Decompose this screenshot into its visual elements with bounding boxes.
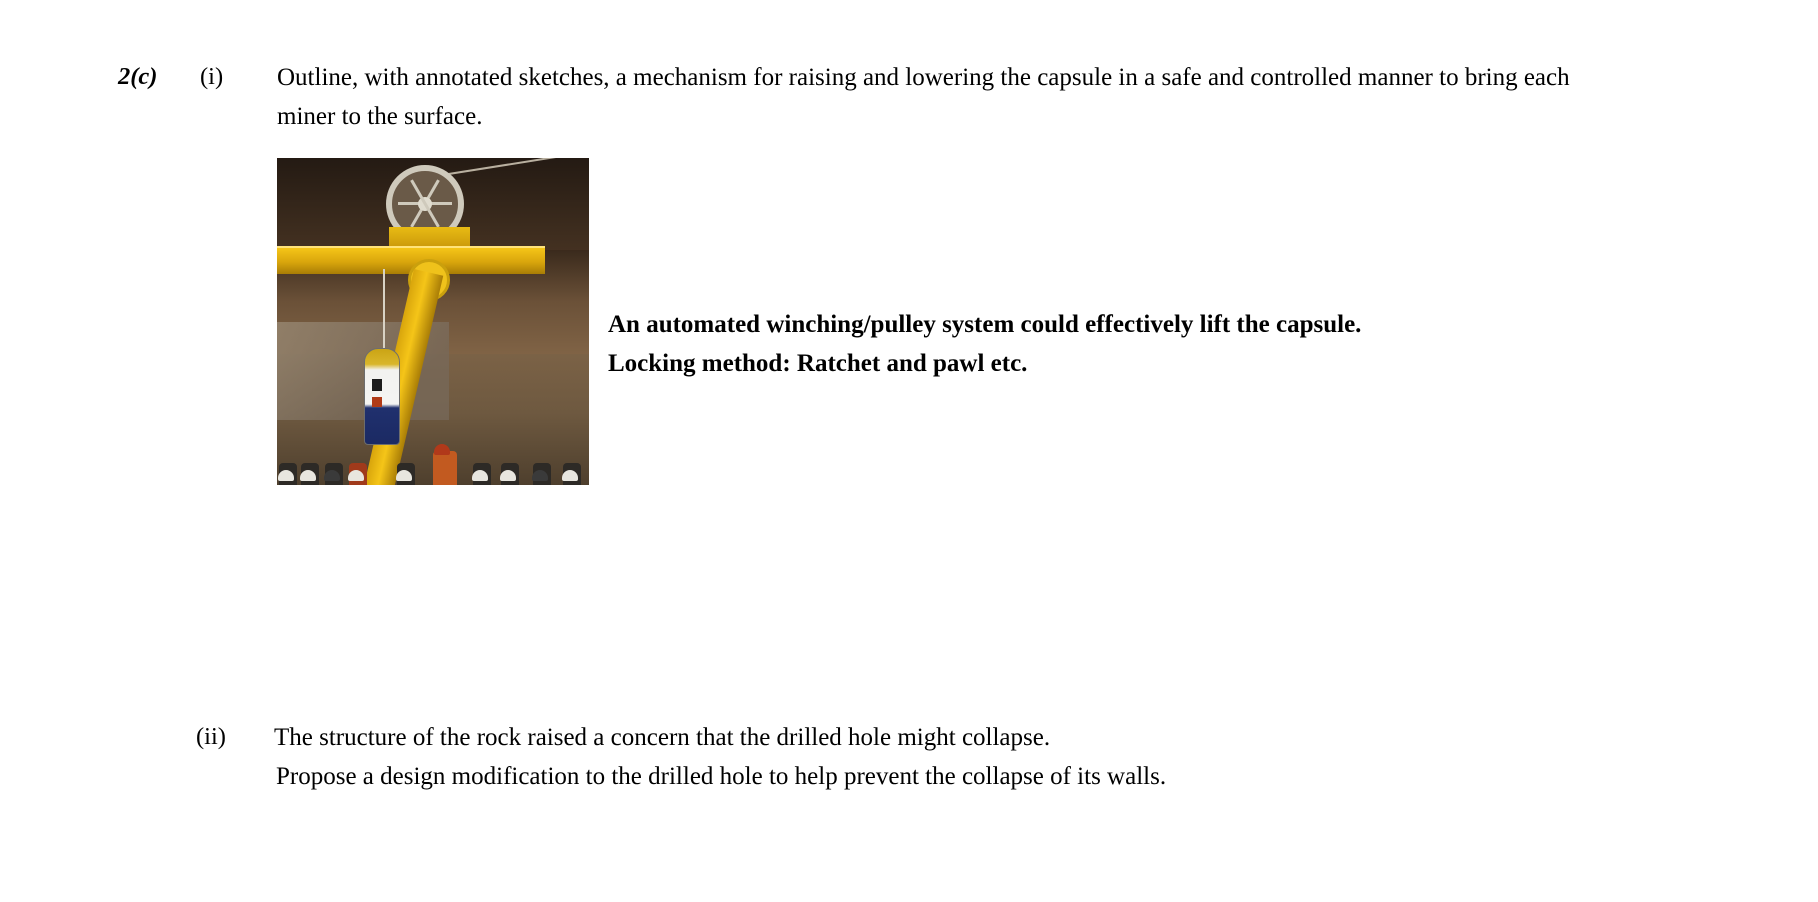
- photo-helmet: [434, 444, 450, 455]
- question-prompt-ii-line-2: Propose a design modification to the drilled hole to help prevent the collapse of its walls.: [276, 763, 1167, 790]
- photo-helmet: [532, 470, 548, 481]
- photo-helmet: [348, 470, 364, 481]
- photo-helmet: [324, 470, 340, 481]
- photo-pulley-hub: [418, 197, 432, 211]
- figure-winch-photo: [277, 158, 589, 485]
- photo-canvas: [277, 158, 589, 485]
- question-prompt-ii-line-1: The structure of the rock raised a concern that the drilled hole might collapse.: [274, 724, 1051, 751]
- photo-rescue-capsule: [364, 348, 400, 445]
- photo-helmet: [278, 470, 294, 481]
- photo-pulley-spoke: [410, 179, 440, 227]
- answer-text-i: [608, 305, 1748, 383]
- question-prompt-i: Outline, with annotated sketches, a mechanism for raising and lowering the capsule in a safe and controlled manner to bring each miner to the surface.: [277, 64, 1570, 130]
- part-roman-label-ii: (ii): [196, 723, 226, 750]
- photo-capsule-marking: [372, 397, 382, 407]
- question-number-label: 2(c): [118, 63, 158, 90]
- photo-person: [433, 451, 457, 485]
- answer-line-2: Locking method: Ratchet and pawl etc.: [608, 350, 1028, 377]
- photo-capsule-window: [372, 379, 382, 391]
- photo-hoist-rope: [383, 269, 385, 354]
- photo-helmet: [472, 470, 488, 481]
- part-roman-label-i: (i): [200, 63, 224, 90]
- answer-line-1: An automated winching/pulley system could effectively lift the capsule.: [608, 311, 1362, 338]
- photo-helmet: [300, 470, 316, 481]
- photo-helmet: [500, 470, 516, 481]
- question-prompt-ii: [274, 718, 1674, 796]
- photo-helmet: [396, 470, 412, 481]
- photo-helmet: [562, 470, 578, 481]
